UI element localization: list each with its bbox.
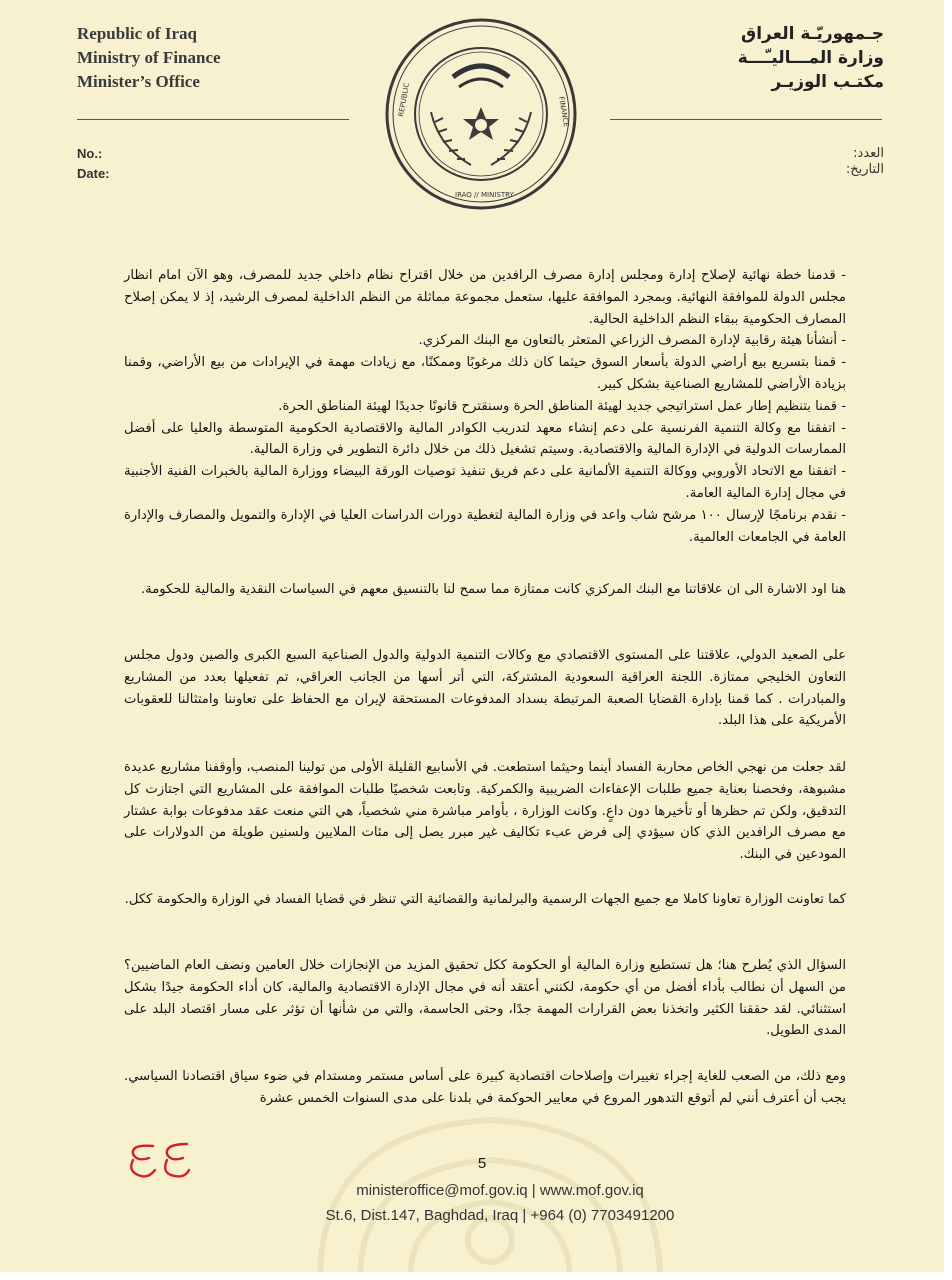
- office-name-ar: مكتـب الوزيـر: [771, 72, 884, 92]
- body-paragraph: - نقدم برنامجًا لإرسال ١٠٠ مرشح شاب واعد في وزارة المالية لتغطية دورات الدراسات العليا في الإدارة والتمويل والمصارف والإدارة العامة في الجامعات العالمية.: [124, 507, 846, 545]
- ministry-name-en: Ministry of Finance: [77, 48, 221, 67]
- letterhead-english: [77, 22, 221, 94]
- header-divider-left: [77, 119, 349, 120]
- page-edge: [0, 1272, 952, 1280]
- republic-name-ar: جـمهوريّـة العراق: [741, 24, 884, 44]
- republic-name-en: Republic of Iraq: [77, 24, 197, 43]
- body-paragraph: - قدمنا خطة نهائية لإصلاح إدارة ومجلس إدارة مصرف الرافدين من خلال اقتراح نظام داخلي جديد للمصرف، وهو الآن امام انظار مجلس الدولة للموافقة النهائية. وبمجرد الموافقة عليها، ستعمل مجموعة مماثلة من النظم الداخلية لمصرف الرشيد، إذ لا يمكن إصلاح المصارف الحكومية ببقاء النظم الداخلية الحالية.: [124, 268, 846, 327]
- page-number: 5: [477, 1155, 487, 1172]
- body-paragraph: السؤال الذي يُطرح هنا؛ هل تستطيع وزارة المالية أو الحكومة ككل تحقيق المزيد من الإنجازات خلال العامين ونصف العام الماضيين؟ من السهل أن نطالب بأداء أفضل من أي حكومة، لكنني أعتقد أنه في مجال الإدارة الاقتصادية والمالية، كان أداء الحكومة جيدًا بشكل استثنائي. لقد حققنا الكثير واتخذنا بعض القرارات المهمة جدًا، وحتى الحاسمة، والتي من شأنها أن تؤثر على مسار اقتصاد البلد على المدى الطويل.: [124, 958, 846, 1039]
- letter-body-bullets: [124, 265, 846, 548]
- body-paragraph: لقد جعلت من نهجي الخاص محاربة الفساد أينما وحيثما استطعت. في الأسابيع القليلة الأولى من تولينا المنصب، وأوقفنا مشاريع عديدة مشبوهة، وفحصنا بعناية جميع طلبات الإعفاءات الضريبية والكمركية. وتابعت شخصيًا طلبات الموافقة على المشاريع التي اجتازت كل التدقيق، ولكن تم حظرها أو تأخيرها دون داعٍ. وكانت الوزارة ، بأوامر مباشرة مني شخصياً، هي التي منعت عقد مدفوعات بوابة عشتار مع مصرف الرافدين الذي كان سيؤدي إلى فرض عبء تكاليف غير مبرر يصل إلى مئات الملايين ولسنين طويلة من الدولارات على المودعين في البنك.: [124, 760, 846, 863]
- body-paragraph: على الصعيد الدولي، علاقتنا على المستوى الاقتصادي مع وكالات التنمية الدولية والدول الصناعية السبع الكبرى والصين ودول مجلس التعاون الخليجي ممتازة. اللجنة العراقية السعودية المشتركة، التي أتر أسها من الجانب العراقي، تم تفعيلها بعدد من المشاريع والمبادرات . كما قمنا بإدارة القضايا الصعبة المرتبطة بسداد المدفوعات المستحقة لإيران مع الحفاظ على تعاوننا وامتثالنا للعقوبات الأمريكية على هذا البلد.: [124, 648, 846, 729]
- body-paragraph: - أنشأنا هيئة رقابية لإدارة المصرف الزراعي المتعثر بالتعاون مع البنك المركزي.: [418, 333, 846, 349]
- ministry-name-ar: وزارة المـــاليـّـــة: [737, 48, 884, 68]
- office-name-en: Minister’s Office: [77, 72, 200, 91]
- body-paragraph: كما تعاونت الوزارة تعاونا كاملا مع جميع الجهات الرسمية والبرلمانية والقضائية التي تنظر في قضايا الفساد في الوزارة والحكومة ككل.: [124, 892, 846, 907]
- body-paragraph: - قمنا بتنظيم إطار عمل استراتيجي جديد لهيئة المناطق الحرة وسنقترح قانونًا جديدًا لهيئة المناطق الحرة.: [278, 398, 846, 414]
- footer-address: St.6, Dist.147, Baghdad, Iraq | +964 (0) 7703491200: [325, 1207, 675, 1224]
- body-paragraph: - اتفقنا مع الاتحاد الأوروبي ووكالة التنمية الألمانية على دعم فريق تنفيذ توصيات الورقة البيضاء ووزارة المالية بالخبرات الفنية الأجنبية في مجال إدارة المالية العامة.: [124, 464, 846, 501]
- body-paragraph: ومع ذلك، من الصعب للغاية إجراء تغييرات وإصلاحات اقتصادية كبيرة على أساس مستمر ومستدام في ضوء سياق اقتصادنا السياسي. يجب أن أعترف أنني لم أتوقع التدهور المروع في معايير الحوكمة في بلدنا على مدى السنوات الخمس عشرة: [124, 1069, 846, 1106]
- date-label-ar: التاريخ:: [845, 162, 884, 177]
- svg-text:REPUBLIC: REPUBLIC: [397, 82, 411, 118]
- svg-text:FINANCE: FINANCE: [557, 95, 571, 128]
- body-paragraph: - قمنا بتسريع بيع أراضي الدولة بأسعار السوق حيثما كان ذلك مرغوبًا وممكنًا، مع زيادات مهمة في الإيرادات من بيع الأراضي، وقمنا بزيادة الأراضي للمشاريع الصناعية بشكل كبير.: [124, 355, 846, 392]
- body-paragraph: هنا اود الاشارة الى ان علاقاتنا مع البنك المركزي كانت ممتازة مما سمح لنا بالتنسيق معهم في السياسات النقدية والمالية للحكومة.: [140, 582, 846, 597]
- letterhead-arabic: [738, 22, 884, 94]
- reference-number-label-ar: العدد:: [853, 146, 884, 161]
- ministry-seal-icon: [383, 17, 579, 211]
- header-divider-right: [610, 119, 882, 120]
- reference-number-label: No.:: [77, 146, 103, 161]
- svg-text:IRAQ // MINISTRY: IRAQ // MINISTRY: [455, 191, 514, 199]
- body-paragraph: - اتفقنا مع وكالة التنمية الفرنسية على دعم إنشاء معهد لتدريب الكوادر المالية والاقتصادية الحكومية المتوسطة والعليا على أفضل الممارسات الدولية في الإدارة المالية والاقتصادية. وسيتم تشغيل ذلك من خلال دائرة التطوير في وزارة المالية.: [124, 420, 846, 458]
- footer-contact: ministeroffice@mof.gov.iq | www.mof.gov.iq: [356, 1182, 644, 1199]
- date-label: Date:: [77, 166, 110, 181]
- handwritten-mark-icon: [123, 1138, 193, 1186]
- page-edge: [944, 0, 952, 1280]
